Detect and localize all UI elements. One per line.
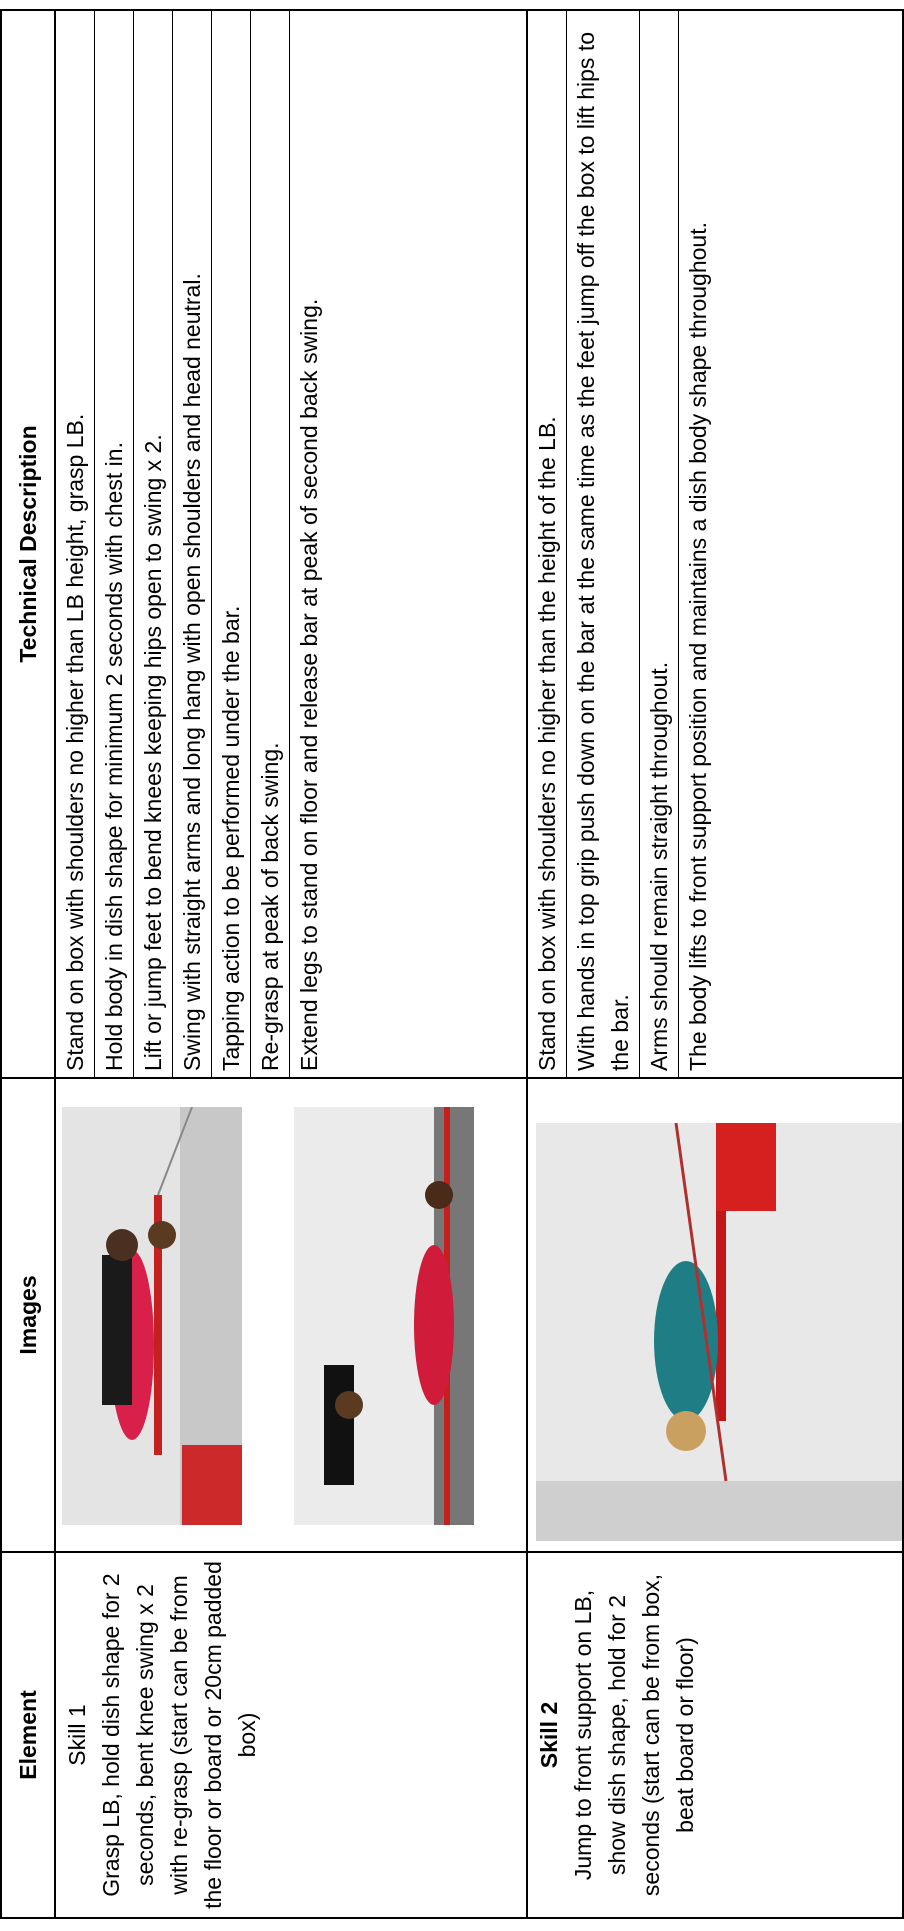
header-description: Technical Description [1, 10, 55, 1078]
description-item: Lift or jump feet to bend knees keeping hips open to swing x 2. [134, 11, 173, 1077]
description-item: Hold body in dish shape for minimum 2 seconds with chest in. [95, 11, 134, 1077]
table-row-skill-1 [55, 10, 527, 1918]
skill-title: Skill 2 [536, 1701, 562, 1769]
description-item: Extend legs to stand on floor and release bar at peak of second back swing. [296, 298, 322, 1071]
photo-front-support [536, 1123, 902, 1541]
skill-text: Jump to front support on LB, show dish shape, hold for 2 seconds (start can be from box, beat board or floor) [570, 1573, 698, 1897]
element-cell [55, 1552, 527, 1918]
photo-swing-hang [294, 1107, 474, 1525]
photo-spotting-bent-knee [62, 1107, 242, 1525]
description-item: Stand on box with shoulders no higher than the height of the LB. [528, 11, 567, 1077]
description-item: Swing with straight arms and long hang with open shoulders and head neutral. [173, 11, 212, 1077]
header-element: Element [1, 1552, 55, 1918]
description-list [56, 11, 328, 1077]
description-item: With hands in top grip push down on the bar at the same time as the feet jump off the box to lift hips to the bar. [567, 11, 640, 1077]
images-cell [55, 1078, 527, 1552]
description-item: Tapping action to be performed under the bar. [212, 11, 251, 1077]
description-item: Re-grasp at peak of back swing. [251, 11, 290, 1077]
skill-text: Grasp LB, hold dish shape for 2 seconds, bent knee swing x 2 with re-grasp (start can be from the floor or board or 20cm padded box) [98, 1561, 260, 1909]
header-images: Images [1, 1078, 55, 1552]
skills-table [0, 9, 904, 1919]
header-row [1, 10, 55, 1918]
table-row-skill-2 [527, 10, 903, 1918]
description-list [528, 11, 717, 1077]
description-cell [55, 10, 527, 1078]
images-cell [527, 1078, 903, 1552]
skill-title: Skill 1 [64, 1704, 90, 1766]
element-cell [527, 1552, 903, 1918]
description-cell [527, 10, 903, 1078]
description-item: Arms should remain straight throughout. [640, 11, 679, 1077]
description-item: The body lifts to front support position and maintains a dish body shape throughout. [685, 222, 711, 1071]
description-item: Stand on box with shoulders no higher than LB height, grasp LB. [56, 11, 95, 1077]
